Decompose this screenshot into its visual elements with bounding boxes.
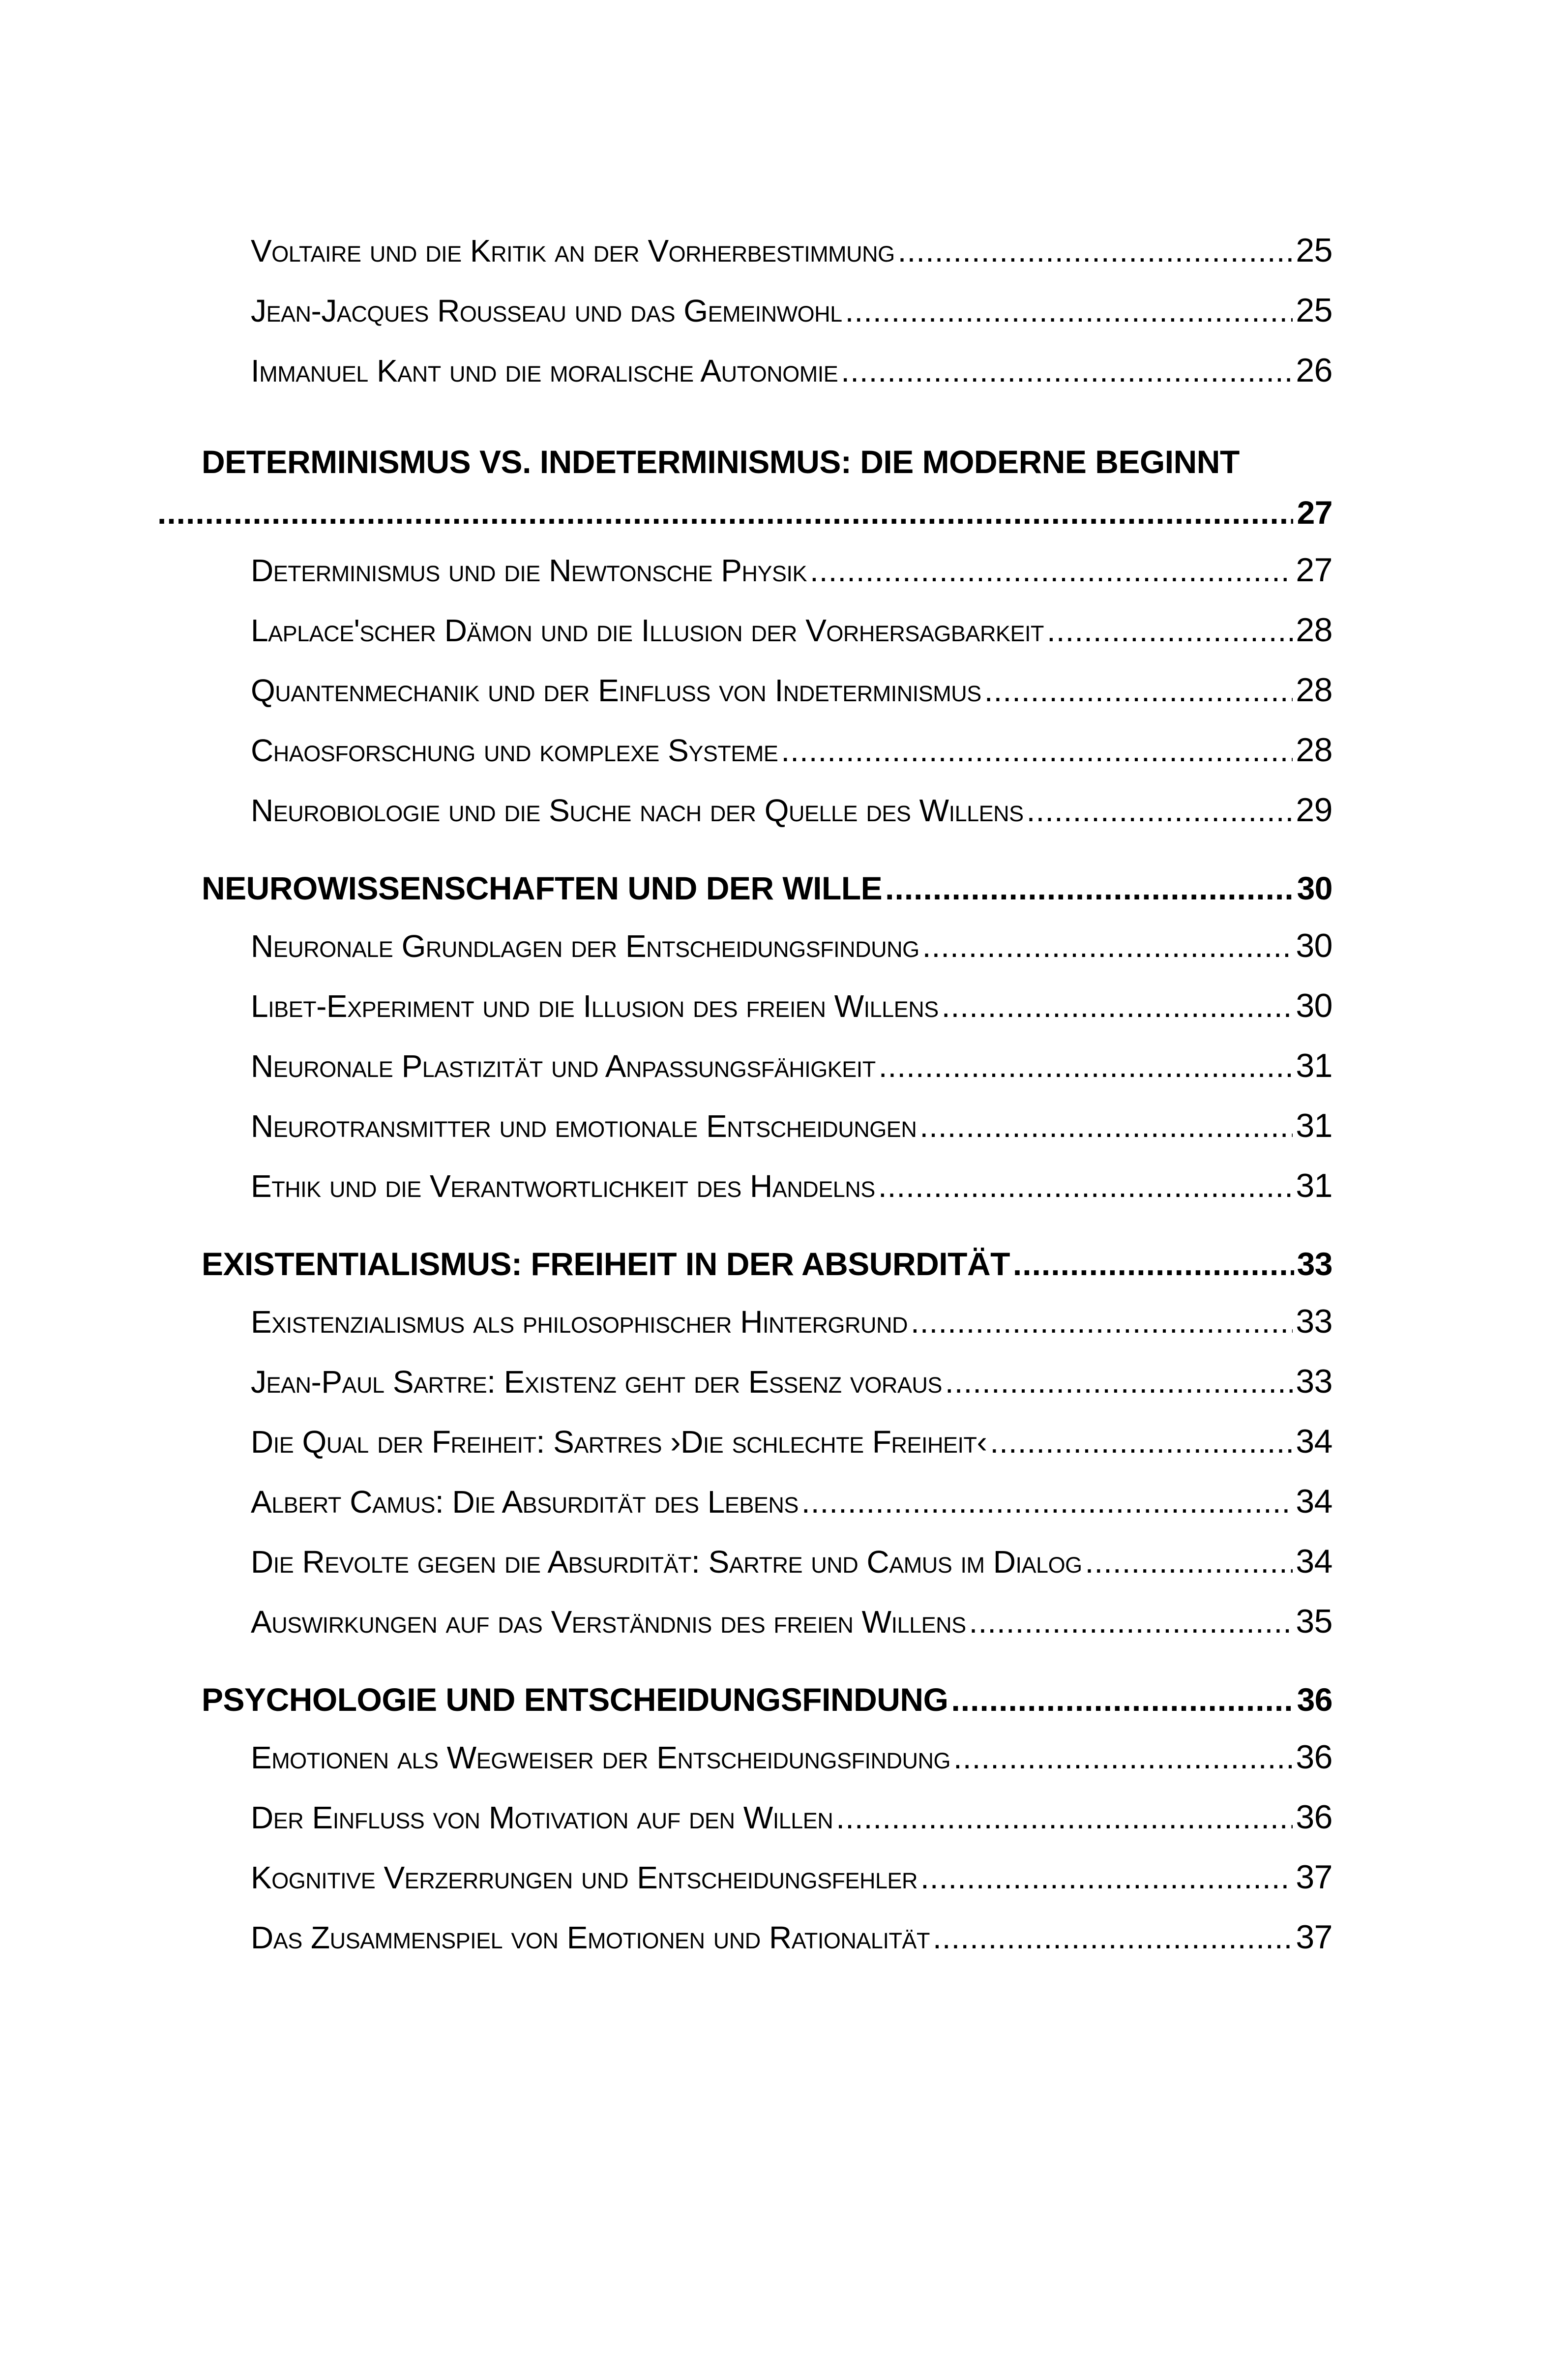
leader-dots <box>781 732 1293 769</box>
leader-dots <box>898 233 1293 269</box>
toc-entry[interactable] <box>251 1542 1332 1602</box>
toc-entry-title: Chaosforschung und komplexe Systeme <box>251 733 778 768</box>
toc-entry-title: Emotionen als Wegweiser der Entscheidungsfindung <box>251 1740 951 1775</box>
leader-dots <box>984 672 1293 709</box>
toc-chapter-psychologie[interactable] <box>202 1681 1332 1718</box>
toc-entry-title: Ethik und die Verantwortlichkeit des Handelns <box>251 1168 875 1204</box>
toc-section-intro <box>202 231 1332 411</box>
toc-entry-title: Neurotransmitter und emotionale Entscheidungen <box>251 1108 917 1144</box>
toc-entry[interactable] <box>251 551 1332 611</box>
toc-entry-page: 36 <box>1296 1798 1332 1836</box>
toc-section-neurowissenschaften <box>202 926 1332 1226</box>
toc-entry[interactable] <box>251 351 1332 411</box>
toc-entry[interactable] <box>251 671 1332 731</box>
toc-entry-page: 27 <box>1296 551 1332 589</box>
toc-entry[interactable] <box>251 231 1332 291</box>
toc-entry-page: 37 <box>1296 1918 1332 1956</box>
toc-entry-page: 34 <box>1296 1423 1332 1460</box>
leader-dots <box>911 1304 1293 1340</box>
leader-dots <box>1027 792 1293 829</box>
toc-section-determinismus <box>202 551 1332 851</box>
leader-dots <box>951 1681 1294 1718</box>
toc-entry[interactable] <box>251 1302 1332 1362</box>
toc-entry[interactable] <box>251 1422 1332 1482</box>
toc-section-existentialismus <box>202 1302 1332 1662</box>
toc-entry-page: 28 <box>1296 731 1332 769</box>
leader-dots <box>945 1364 1293 1400</box>
toc-entry-page: 33 <box>1296 1303 1332 1340</box>
leader-dots <box>801 1484 1293 1520</box>
toc-chapter-leader-line <box>157 494 1332 531</box>
toc-entry[interactable] <box>251 986 1332 1046</box>
toc-entry[interactable] <box>251 1858 1332 1918</box>
toc-entry[interactable] <box>251 1482 1332 1542</box>
toc-entry-page: 31 <box>1296 1167 1332 1204</box>
toc-entry-title: Auswirkungen auf das Verständnis des freien Willens <box>251 1604 966 1640</box>
toc-entry-page: 35 <box>1296 1603 1332 1640</box>
toc-chapter-page: 30 <box>1297 870 1332 906</box>
leader-dots <box>969 1604 1293 1640</box>
toc-entry-title: Der Einfluss von Motivation auf den Willen <box>251 1800 833 1835</box>
toc-chapter-determinismus[interactable] <box>202 430 1332 531</box>
toc-entry-page: 28 <box>1296 611 1332 649</box>
toc-entry[interactable] <box>251 1798 1332 1858</box>
leader-dots <box>845 293 1293 329</box>
toc-entry[interactable] <box>251 1046 1332 1106</box>
leader-dots <box>953 1739 1293 1776</box>
leader-dots <box>157 494 1293 531</box>
toc-entry-title: Kognitive Verzerrungen und Entscheidungsfehler <box>251 1860 918 1895</box>
toc-chapter-page: 33 <box>1297 1246 1332 1282</box>
toc-entry-page: 31 <box>1296 1107 1332 1144</box>
toc-entry-title: Die Qual der Freiheit: Sartres ›Die schlechte Freiheit‹ <box>251 1424 987 1460</box>
leader-dots <box>1085 1544 1293 1580</box>
leader-dots <box>841 353 1293 389</box>
toc-entry-page: 34 <box>1296 1543 1332 1580</box>
toc-entry-title: Determinismus und die Newtonsche Physik <box>251 553 807 588</box>
toc-entry-title: Neuronale Grundlagen der Entscheidungsfindung <box>251 928 919 964</box>
toc-entry[interactable] <box>251 1106 1332 1166</box>
leader-dots <box>836 1799 1293 1836</box>
toc-chapter-existentialismus[interactable] <box>202 1245 1332 1283</box>
toc-chapter-page: 27 <box>1297 494 1332 531</box>
leader-dots <box>933 1919 1293 1956</box>
toc-entry-title: Albert Camus: Die Absurdität des Lebens <box>251 1484 799 1520</box>
toc-entry-title: Libet-Experiment und die Illusion des freien Willens <box>251 988 939 1024</box>
leader-dots <box>879 1048 1293 1084</box>
toc-entry-page: 34 <box>1296 1483 1332 1520</box>
table-of-contents <box>202 231 1332 1978</box>
toc-chapter-neurowissenschaften[interactable] <box>202 869 1332 907</box>
toc-entry-title: Quantenmechanik und der Einfluss von Indeterminismus <box>251 673 981 708</box>
toc-entry-title: Die Revolte gegen die Absurdität: Sartre und Camus im Dialog <box>251 1544 1082 1580</box>
leader-dots <box>920 1859 1293 1896</box>
toc-entry-page: 33 <box>1296 1363 1332 1400</box>
toc-entry[interactable] <box>251 791 1332 851</box>
leader-dots <box>810 552 1293 589</box>
toc-chapter-title: NEUROWISSENSCHAFTEN UND DER WILLE <box>202 870 883 906</box>
toc-entry[interactable] <box>251 291 1332 351</box>
toc-entry[interactable] <box>251 1738 1332 1798</box>
toc-entry-page: 29 <box>1296 791 1332 829</box>
toc-entry-title: Immanuel Kant und die moralische Autonomie <box>251 353 838 388</box>
toc-chapter-title: EXISTENTIALISMUS: FREIHEIT IN DER ABSURDITÄT <box>202 1246 1010 1282</box>
toc-entry-title: Neurobiologie und die Suche nach der Quelle des Willens <box>251 793 1024 828</box>
leader-dots <box>1047 612 1293 649</box>
leader-dots <box>990 1424 1293 1460</box>
toc-entry-page: 37 <box>1296 1858 1332 1896</box>
toc-entry-page: 30 <box>1296 927 1332 964</box>
toc-entry-title: Neuronale Plastizität und Anpassungsfähigkeit <box>251 1048 876 1084</box>
toc-entry-title: Jean-Paul Sartre: Existenz geht der Essenz voraus <box>251 1364 942 1400</box>
toc-entry[interactable] <box>251 926 1332 986</box>
toc-entry[interactable] <box>251 731 1332 791</box>
toc-entry[interactable] <box>251 1362 1332 1422</box>
toc-entry-page: 31 <box>1296 1047 1332 1084</box>
toc-entry-page: 36 <box>1296 1738 1332 1776</box>
toc-entry-title: Laplace'scher Dämon und die Illusion der Vorhersagbarkeit <box>251 613 1044 648</box>
leader-dots <box>1013 1245 1294 1283</box>
toc-entry-page: 25 <box>1296 232 1332 269</box>
leader-dots <box>919 1108 1293 1144</box>
toc-entry-title: Existenzialismus als philosophischer Hintergrund <box>251 1304 908 1340</box>
toc-entry[interactable] <box>251 1166 1332 1226</box>
toc-entry[interactable] <box>251 1602 1332 1662</box>
toc-entry-page: 28 <box>1296 671 1332 709</box>
toc-entry-page: 26 <box>1296 352 1332 389</box>
toc-entry-page: 25 <box>1296 292 1332 329</box>
toc-entry-title: Voltaire und die Kritik an der Vorherbestimmung <box>251 233 895 269</box>
toc-entry-title: Jean-Jacques Rousseau und das Gemeinwohl <box>251 293 842 328</box>
toc-entry-page: 30 <box>1296 987 1332 1024</box>
toc-chapter-title: DETERMINISMUS VS. INDETERMINISMUS: DIE MODERNE BEGINNT <box>202 444 1240 480</box>
leader-dots <box>922 928 1293 964</box>
toc-entry[interactable] <box>251 611 1332 671</box>
toc-section-psychologie <box>202 1738 1332 1978</box>
toc-chapter-title: PSYCHOLOGIE UND ENTSCHEIDUNGSFINDUNG <box>202 1681 948 1718</box>
toc-chapter-page: 36 <box>1297 1681 1332 1718</box>
toc-entry-title: Das Zusammenspiel von Emotionen und Rationalität <box>251 1920 930 1955</box>
leader-dots <box>878 1168 1293 1204</box>
leader-dots <box>885 869 1294 907</box>
toc-entry[interactable] <box>251 1918 1332 1978</box>
leader-dots <box>942 988 1293 1024</box>
